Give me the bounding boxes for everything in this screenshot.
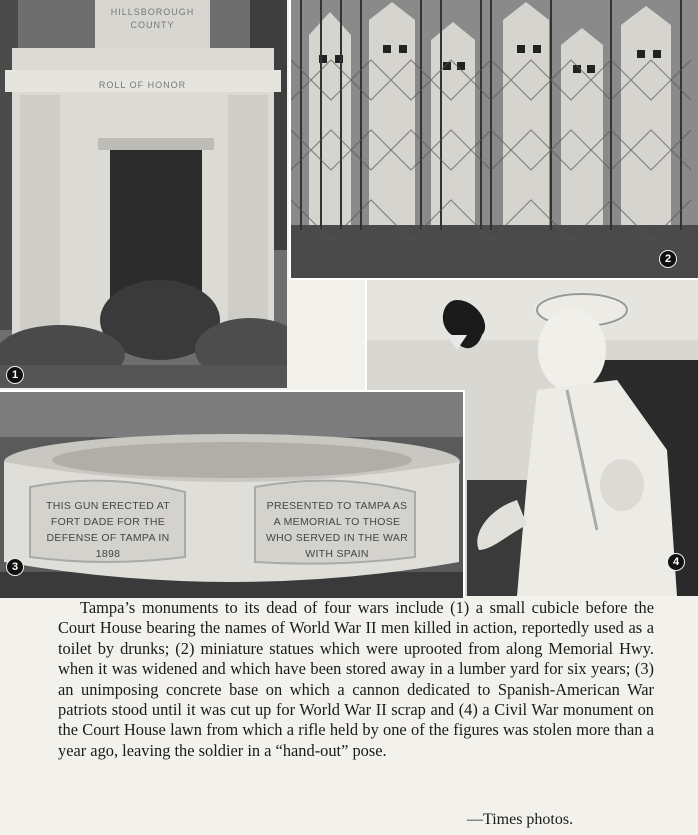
plaque-right-inscription: PRESENTED TO TAMPA AS A MEMORIAL TO THOSE WHO SERVED IN THE WAR WITH SPAIN <box>265 500 409 560</box>
photo-1-number-badge: 1 <box>6 366 24 384</box>
photo-2-miniature-statues <box>289 0 698 280</box>
photo-credit: —Times photos. <box>467 811 574 828</box>
engraving-county: HILLSBOROUGH COUNTY <box>110 7 195 30</box>
photo-2-number-badge: 2 <box>659 250 677 268</box>
photo-1-memorial-cubicle <box>0 0 287 388</box>
photo-caption: Tampa’s monuments to its dead of four wars include (1) a small cubicle before the Court House bearing the names of World War II men killed in action, reportedly used as a toilet by drunks; (2) miniature statues which were uprooted from along Memorial Hwy. when it was widened and which have been stored away in a lumber yard for six years; (3) an unimposing concrete base on which a cannon dedicated to Spanish-American War patriots stood until it was cut up for World War II scrap and (4) a Civil War monument on the Court House lawn from which a rifle held by one of the figures was stolen more than a year ago, leaving the soldier in a “hand-out” pose. <box>58 598 654 760</box>
statues-illustration <box>291 0 698 278</box>
photo-3-cannon-base <box>0 390 465 598</box>
photo-3-number-badge: 3 <box>6 558 24 576</box>
photo-4-number-badge: 4 <box>667 553 685 571</box>
cubicle-illustration <box>0 0 287 388</box>
cannon-base-illustration <box>0 392 463 598</box>
engraving-roll-of-honor: ROLL OF HONOR <box>98 80 187 90</box>
plaque-left-inscription: THIS GUN ERECTED AT FORT DADE FOR THE DEFENSE OF TAMPA IN 1898 <box>46 500 170 560</box>
